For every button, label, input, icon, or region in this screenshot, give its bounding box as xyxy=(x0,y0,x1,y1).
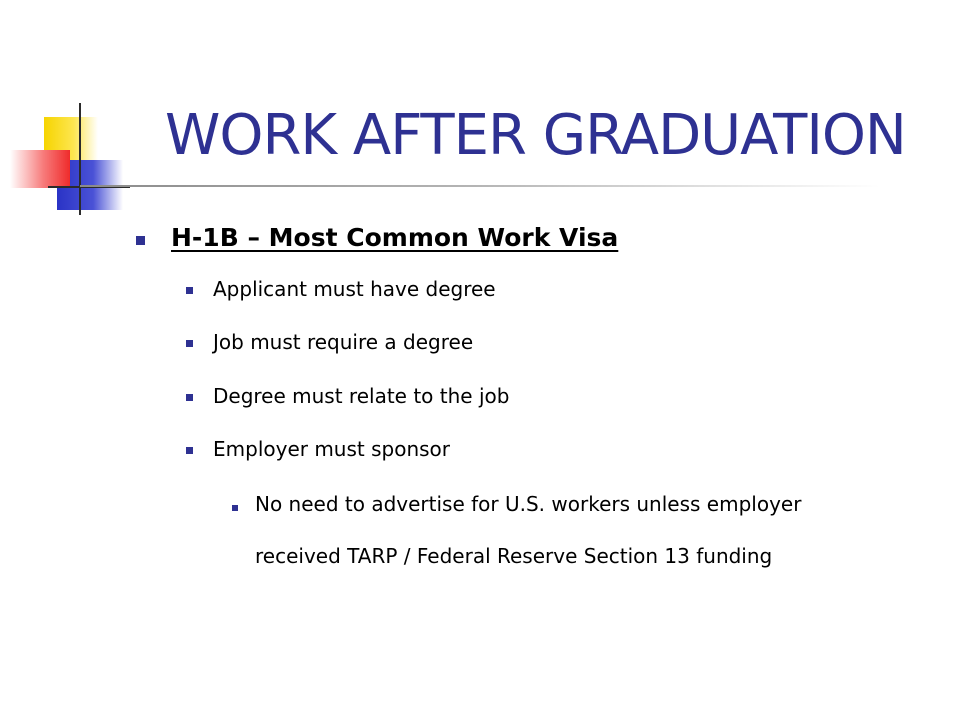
square-bullet-icon xyxy=(186,340,193,347)
square-bullet-icon xyxy=(186,447,193,454)
red-square xyxy=(10,150,70,188)
list-item: Employer must sponsor xyxy=(213,437,451,461)
list-item: Job must require a degree xyxy=(213,330,474,354)
vertical-line xyxy=(79,103,81,215)
slide-title: WORK AFTER GRADUATION xyxy=(165,103,906,168)
title-rule xyxy=(80,185,880,187)
list-item: Degree must relate to the job xyxy=(213,384,510,408)
square-bullet-icon xyxy=(186,287,193,294)
square-bullet-icon xyxy=(136,236,145,245)
square-bullet-icon xyxy=(232,505,238,511)
corner-squares-decoration xyxy=(0,0,160,230)
square-bullet-icon xyxy=(186,394,193,401)
sub-item-line-1: No need to advertise for U.S. workers unless employer xyxy=(255,492,802,516)
list-item: Applicant must have degree xyxy=(213,277,496,301)
visa-heading: H-1B – Most Common Work Visa xyxy=(171,223,619,252)
sub-item-line-2: received TARP / Federal Reserve Section 13 funding xyxy=(255,544,773,568)
